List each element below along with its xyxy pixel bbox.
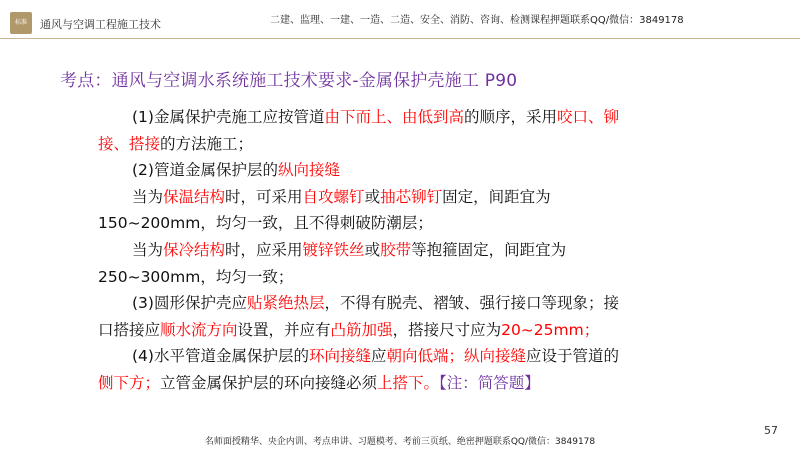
highlighted-text: 由下而上、由低到高 [324, 108, 464, 126]
body-text: 或 [364, 240, 381, 259]
highlighted-text: 抽芯铆钉 [380, 187, 443, 206]
highlighted-text: 【注：简答题】 [439, 373, 540, 392]
course-title: 通风与空调工程施工技术 [40, 18, 161, 31]
highlighted-text: 纵向接缝 [277, 161, 340, 180]
body-text: (3)圆形保护壳应 [132, 294, 247, 313]
body-text: 250~300mm，均匀一致； [98, 267, 294, 286]
body-text: 时，应采用 [225, 240, 303, 259]
body-text: 当为 [132, 240, 164, 259]
body-line [98, 157, 658, 184]
slide-body [98, 104, 658, 397]
highlighted-text: 20~25mm； [501, 320, 600, 339]
body-text: 应设于管道的 [526, 347, 620, 366]
highlighted-text: 贴紧绝热层 [246, 294, 325, 313]
slide-title: 考点：通风与空调水系统施工技术要求-金属保护壳施工 P90 [60, 71, 518, 91]
body-text: 150~200mm，均匀一致，且不得刺破防潮层； [98, 214, 433, 233]
highlighted-text: 咬口、铆 [557, 108, 620, 126]
body-text: 当为 [132, 187, 164, 206]
body-text: 立管金属保护层的环向接缝必须 [160, 373, 378, 392]
body-text: 或 [364, 187, 381, 206]
header-ad-text: 二建、监理、一建、一造、二造、安全、消防、咨询、检测课程押题联系QQ/微信：3849178 [270, 15, 684, 26]
body-text: 固定，间距宜为 [442, 187, 551, 206]
highlighted-text: 环向接缝 [308, 347, 371, 366]
highlighted-text: 上搭下。 [377, 373, 440, 392]
body-text: ，不得有脱壳、褶皱、强行接口等现象；接 [324, 294, 619, 313]
body-line [98, 317, 658, 344]
body-text: (1)金属保护壳施工应按管道 [132, 108, 325, 126]
body-line [98, 264, 658, 291]
highlighted-text: 朝向低端；纵向接缝 [386, 347, 527, 366]
body-line [98, 370, 658, 397]
body-line [98, 131, 658, 158]
body-text: 时，可采用 [225, 187, 303, 206]
body-text: 的方法施工； [160, 134, 254, 153]
highlighted-text: 自攻螺钉 [302, 187, 365, 206]
body-text: ，搭接尺寸应为 [392, 320, 502, 339]
body-line [98, 237, 658, 264]
body-text: 应 [370, 347, 387, 366]
body-text: (2)管道金属保护层的 [132, 161, 278, 180]
body-line [98, 184, 658, 211]
highlighted-text: 镀锌铁丝 [302, 240, 365, 259]
body-line [98, 290, 658, 317]
body-text: 等抱箍固定，间距宜为 [411, 240, 567, 259]
body-text: (4)水平管道金属保护层的 [132, 347, 309, 366]
body-line [98, 104, 658, 131]
highlighted-text: 顺水流方向 [160, 320, 238, 339]
page-number: 57 [764, 424, 778, 437]
footer-ad-text: 名师面授精华、央企内训、考点串讲、习题模考、考前三页纸、绝密押题联系QQ/微信：3849178 [204, 437, 596, 447]
highlighted-text: 保冷结构 [163, 240, 226, 259]
body-text: 设置，并应有 [237, 320, 331, 339]
highlighted-text: 接、搭接 [98, 134, 161, 153]
body-text: 口搭接应 [98, 320, 161, 339]
body-line [98, 210, 658, 237]
highlighted-text: 胶带 [380, 240, 412, 259]
highlighted-text: 保温结构 [163, 187, 226, 206]
body-line [98, 343, 658, 370]
highlighted-text: 凸筋加强 [330, 320, 393, 339]
highlighted-text: 侧下方； [98, 373, 161, 392]
logo: 标准 [10, 12, 32, 34]
body-text: 的顺序，采用 [463, 108, 557, 126]
header-divider [0, 38, 800, 39]
